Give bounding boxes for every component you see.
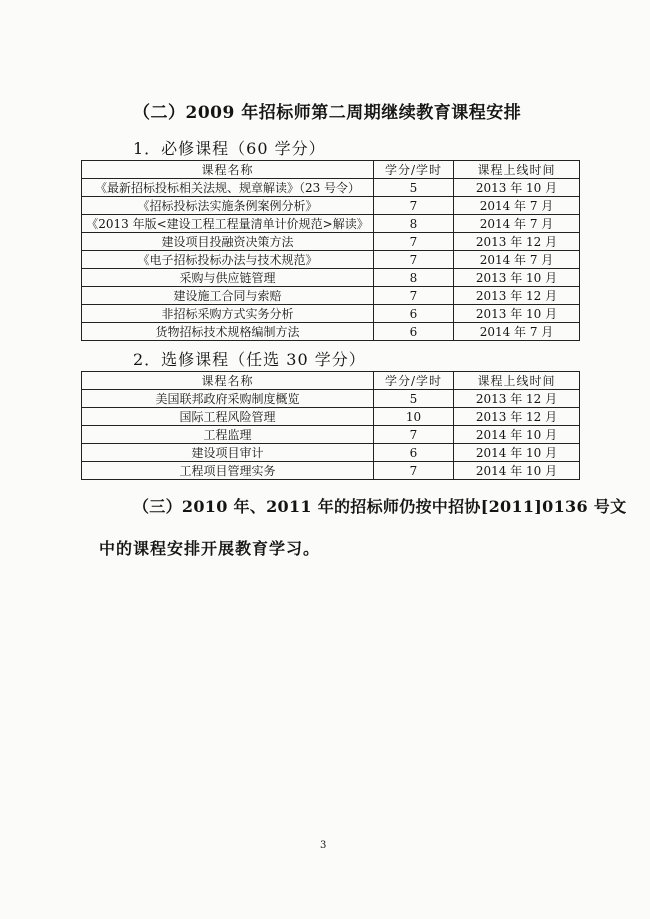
course-credit: 7 xyxy=(374,251,454,269)
column-header-credit: 学分/学时 xyxy=(374,161,454,179)
table-row xyxy=(82,215,580,233)
course-credit: 6 xyxy=(374,323,454,341)
course-credit: 7 xyxy=(374,462,454,480)
table-row xyxy=(82,251,580,269)
table-row xyxy=(82,408,580,426)
table-row xyxy=(82,323,580,341)
table-row xyxy=(82,287,580,305)
course-date: 2013 年 10 月 xyxy=(454,305,580,323)
course-name: 国际工程风险管理 xyxy=(82,408,374,426)
course-date: 2013 年 10 月 xyxy=(454,269,580,287)
course-date: 2013 年 10 月 xyxy=(454,179,580,197)
course-credit: 7 xyxy=(374,426,454,444)
course-name: 工程项目管理实务 xyxy=(82,462,374,480)
section-title: （二）2009 年招标师第二周期继续教育课程安排 xyxy=(133,103,522,123)
course-name: 美国联邦政府采购制度概览 xyxy=(82,390,374,408)
course-credit: 10 xyxy=(374,408,454,426)
course-name: 货物招标技术规格编制方法 xyxy=(82,323,374,341)
course-date: 2013 年 12 月 xyxy=(454,233,580,251)
table-row xyxy=(82,197,580,215)
course-credit: 6 xyxy=(374,444,454,462)
section-3-paragraph-line-2: 中的课程安排开展教育学习。 xyxy=(99,539,321,558)
course-date: 2014 年 7 月 xyxy=(454,251,580,269)
column-header-name: 课程名称 xyxy=(82,372,374,390)
course-date: 2013 年 12 月 xyxy=(454,408,580,426)
table-row xyxy=(82,179,580,197)
course-name: 《招标投标法实施条例案例分析》 xyxy=(82,197,374,215)
course-credit: 7 xyxy=(374,197,454,215)
course-credit: 8 xyxy=(374,269,454,287)
elective-courses-title: 2．选修课程（任选 30 学分） xyxy=(133,350,366,369)
column-header-credit: 学分/学时 xyxy=(374,372,454,390)
course-credit: 6 xyxy=(374,305,454,323)
course-name: 《最新招标投标相关法规、规章解读》（23 号令） xyxy=(82,179,374,197)
table-row xyxy=(82,426,580,444)
course-date: 2013 年 12 月 xyxy=(454,390,580,408)
course-name: 建设项目投融资决策方法 xyxy=(82,233,374,251)
elective-courses-table xyxy=(81,371,580,480)
table-row xyxy=(82,269,580,287)
course-date: 2014 年 7 月 xyxy=(454,215,580,233)
course-date: 2014 年 10 月 xyxy=(454,444,580,462)
course-credit: 8 xyxy=(374,215,454,233)
course-name: 建设项目审计 xyxy=(82,444,374,462)
course-date: 2014 年 7 月 xyxy=(454,197,580,215)
course-date: 2014 年 7 月 xyxy=(454,323,580,341)
course-name: 工程监理 xyxy=(82,426,374,444)
table-row xyxy=(82,305,580,323)
course-date: 2014 年 10 月 xyxy=(454,462,580,480)
column-header-name: 课程名称 xyxy=(82,161,374,179)
section-3-paragraph-line-1: （三）2010 年、2011 年的招标师仍按中招协[2011]0136 号文 xyxy=(133,497,627,516)
table-header-row xyxy=(82,161,580,179)
course-credit: 5 xyxy=(374,179,454,197)
column-header-date: 课程上线时间 xyxy=(454,161,580,179)
required-courses-table xyxy=(81,160,580,341)
course-name: 采购与供应链管理 xyxy=(82,269,374,287)
column-header-date: 课程上线时间 xyxy=(454,372,580,390)
required-courses-title: 1．必修课程（60 学分） xyxy=(133,139,326,158)
table-row xyxy=(82,444,580,462)
course-name: 非招标采购方式实务分析 xyxy=(82,305,374,323)
course-date: 2013 年 12 月 xyxy=(454,287,580,305)
page-number: 3 xyxy=(320,840,327,851)
table-row xyxy=(82,233,580,251)
course-date: 2014 年 10 月 xyxy=(454,426,580,444)
course-credit: 5 xyxy=(374,390,454,408)
course-credit: 7 xyxy=(374,287,454,305)
course-name: 建设施工合同与索赔 xyxy=(82,287,374,305)
course-name: 《2013 年版<建设工程工程量清单计价规范>解读》 xyxy=(82,215,374,233)
course-name: 《电子招标投标办法与技术规范》 xyxy=(82,251,374,269)
table-row xyxy=(82,390,580,408)
table-row xyxy=(82,462,580,480)
course-credit: 7 xyxy=(374,233,454,251)
table-header-row xyxy=(82,372,580,390)
